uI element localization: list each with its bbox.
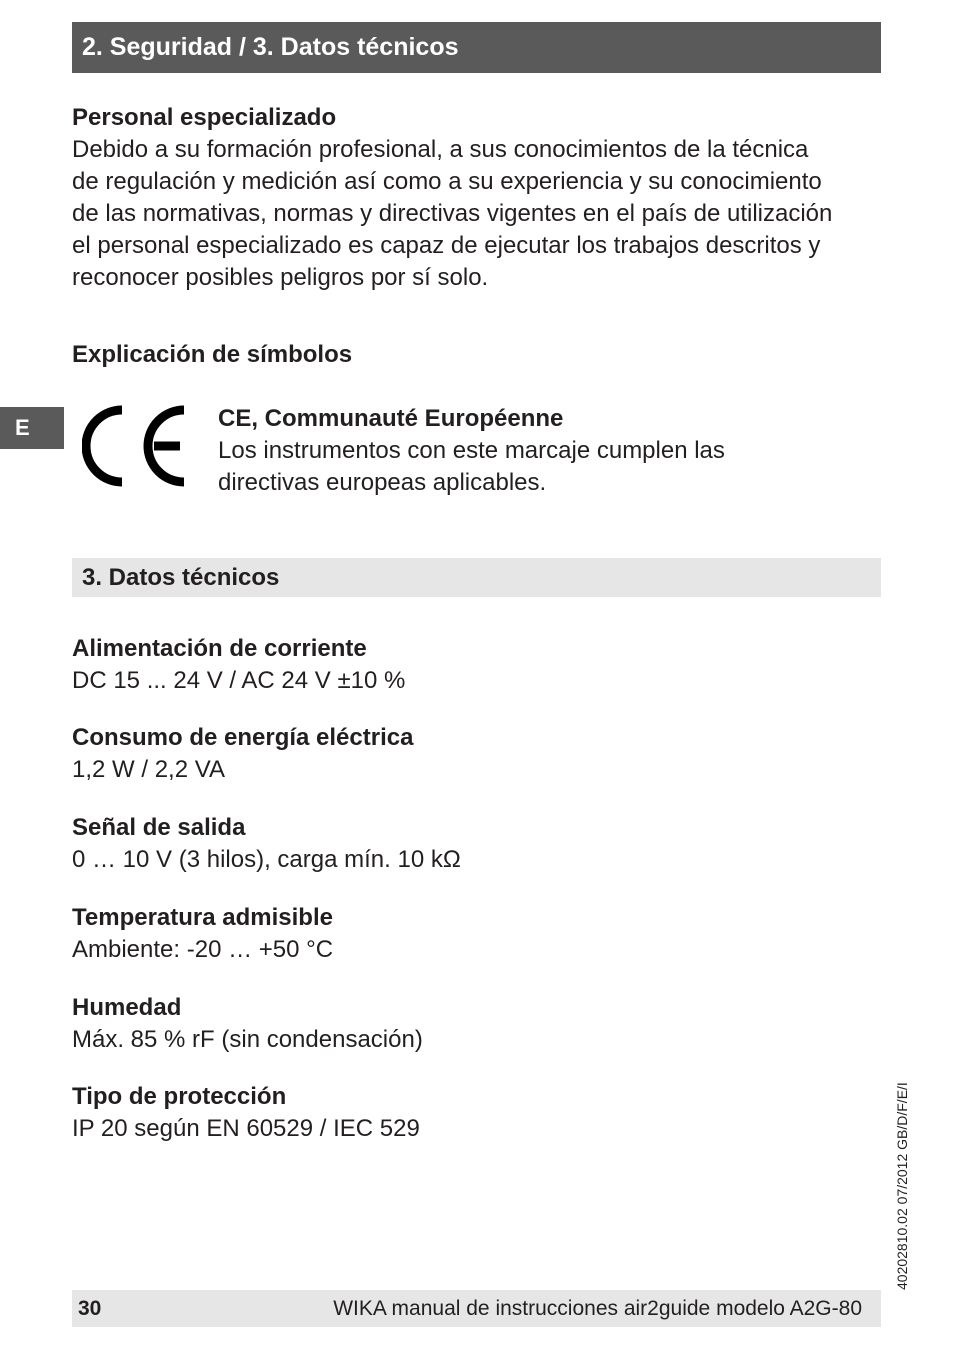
page-number: 30 xyxy=(78,1297,102,1320)
spec-label: Señal de salida xyxy=(72,814,246,841)
symbols-section xyxy=(72,339,882,371)
header-bar xyxy=(72,22,881,73)
spec-value: IP 20 según EN 60529 / IEC 529 xyxy=(72,1115,420,1142)
ce-line-2: directivas europeas aplicables. xyxy=(218,469,547,496)
language-tab xyxy=(0,407,64,449)
spec-label: Tipo de protección xyxy=(72,1083,287,1110)
spec-value: Máx. 85 % rF (sin condensación) xyxy=(72,1026,423,1053)
spec-value: 1,2 W / 2,2 VA xyxy=(72,756,225,783)
spec-value: DC 15 ... 24 V / AC 24 V ±10 % xyxy=(72,667,406,694)
spec-label: Alimentación de corriente xyxy=(72,635,367,662)
spec-item xyxy=(72,633,832,697)
spec-item xyxy=(72,992,832,1056)
ce-title: CE, Communauté Européenne xyxy=(218,405,564,432)
ce-mark-icon xyxy=(82,404,192,488)
spec-value: Ambiente: -20 … +50 °C xyxy=(72,936,334,963)
ce-line-1: Los instrumentos con este marcaje cumplen las xyxy=(218,437,725,464)
footer-bar xyxy=(72,1290,881,1327)
spec-item xyxy=(72,902,832,966)
spec-label: Humedad xyxy=(72,994,182,1021)
spec-item xyxy=(72,812,832,876)
section-title: 3. Datos técnicos xyxy=(82,564,280,591)
personal-line-4: el personal especializado es capaz de ejecutar los trabajos descritos y xyxy=(72,232,821,259)
spec-label: Temperatura admisible xyxy=(72,904,333,931)
document-code: 40202810.02 07/2012 GB/D/F/E/I xyxy=(894,1082,910,1290)
spec-item xyxy=(72,722,832,786)
spec-item xyxy=(72,1081,832,1145)
personal-line-3: de las normativas, normas y directivas vigentes en el país de utilización xyxy=(72,200,833,227)
spec-label: Consumo de energía eléctrica xyxy=(72,724,414,751)
language-tab-label: E xyxy=(15,415,30,440)
ce-description xyxy=(218,403,858,499)
personal-line-5: reconocer posibles peligros por sí solo. xyxy=(72,264,489,291)
page-title: 2. Seguridad / 3. Datos técnicos xyxy=(82,33,459,61)
personal-line-1: Debido a su formación profesional, a sus conocimientos de la técnica xyxy=(72,136,809,163)
section-bar xyxy=(72,558,881,597)
symbols-heading: Explicación de símbolos xyxy=(72,341,353,368)
personal-heading: Personal especializado xyxy=(72,104,337,131)
personal-section xyxy=(72,102,882,294)
personal-line-2: de regulación y medición así como a su experiencia y su conocimiento xyxy=(72,168,822,195)
footer-text: WIKA manual de instrucciones air2guide modelo A2G-80 xyxy=(333,1297,862,1320)
spec-value: 0 … 10 V (3 hilos), carga mín. 10 kΩ xyxy=(72,846,461,873)
